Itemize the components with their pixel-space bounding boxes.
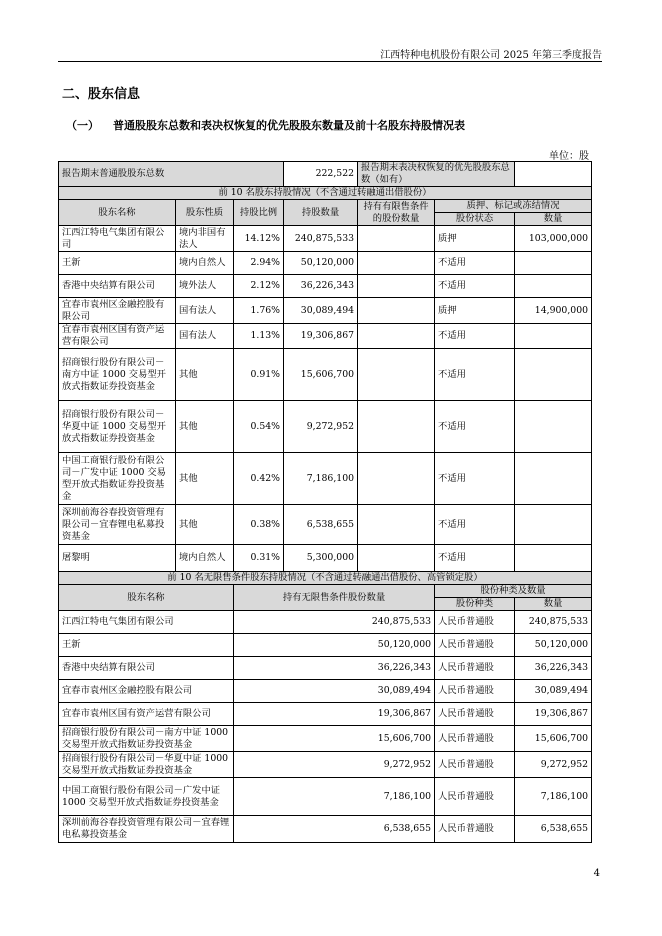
share-status: 不适用 <box>435 505 515 545</box>
unrestricted-count: 50,120,000 <box>234 634 435 657</box>
shareholder-name: 王新 <box>59 252 176 275</box>
shareholder-row <box>59 401 592 453</box>
restricted-shares <box>358 349 435 401</box>
share-kind: 人民币普通股 <box>435 634 515 657</box>
unrestricted-count: 9,272,952 <box>234 752 435 778</box>
unrestricted-count: 30,089,494 <box>234 680 435 703</box>
shareholder-nature: 其他 <box>176 453 234 505</box>
holding-ratio: 0.31% <box>234 545 284 572</box>
unrestricted-row <box>59 778 592 816</box>
share-kind: 人民币普通股 <box>435 726 515 752</box>
pledge-qty <box>515 453 592 505</box>
unrestricted-count: 15,606,700 <box>234 726 435 752</box>
unrestricted-row <box>59 752 592 778</box>
unrestricted-count: 6,538,655 <box>234 816 435 843</box>
shareholder-row <box>59 226 592 252</box>
unrestricted-holder-name: 王新 <box>59 634 234 657</box>
restricted-shares <box>358 545 435 572</box>
share-kind-qty: 6,538,655 <box>515 816 592 843</box>
share-kind: 人民币普通股 <box>435 816 515 843</box>
total-holders-value: 222,522 <box>284 162 358 187</box>
shareholder-row <box>59 545 592 572</box>
share-kind-qty: 9,272,952 <box>515 752 592 778</box>
share-status: 质押 <box>435 298 515 324</box>
holding-ratio: 0.38% <box>234 505 284 545</box>
total-holders-label: 报告期末普通股股东总数 <box>59 162 284 187</box>
holding-count: 5,300,000 <box>284 545 358 572</box>
shareholder-row <box>59 505 592 545</box>
shareholder-name: 中国工商银行股份有限公司－广发中证 1000 交易型开放式指数证券投资基金 <box>59 453 176 505</box>
share-kind: 人民币普通股 <box>435 703 515 726</box>
unrestricted-count: 19,306,867 <box>234 703 435 726</box>
col-header-kind-group: 股份种类及数量 <box>435 585 592 598</box>
summary-row <box>59 162 592 187</box>
unrestricted-holder-name: 香港中央结算有限公司 <box>59 657 234 680</box>
pledge-qty <box>515 349 592 401</box>
share-kind: 人民币普通股 <box>435 657 515 680</box>
holding-ratio: 0.91% <box>234 349 284 401</box>
share-kind-qty: 15,606,700 <box>515 726 592 752</box>
holding-ratio: 1.13% <box>234 324 284 349</box>
col-header-name: 股东名称 <box>59 200 176 226</box>
unrestricted-row <box>59 680 592 703</box>
shareholder-row <box>59 324 592 349</box>
subsection-number: （一） <box>66 119 99 132</box>
shareholder-nature: 境外法人 <box>176 275 234 298</box>
header-rule <box>58 61 602 62</box>
holding-count: 50,120,000 <box>284 252 358 275</box>
shareholder-row <box>59 453 592 505</box>
shareholder-table <box>58 161 592 843</box>
shareholder-name: 屠黎明 <box>59 545 176 572</box>
restricted-shares <box>358 324 435 349</box>
holding-count: 15,606,700 <box>284 349 358 401</box>
unrestricted-holder-name: 中国工商银行股份有限公司－广发中证 1000 交易型开放式指数证券投资基金 <box>59 778 234 816</box>
shareholder-nature: 其他 <box>176 505 234 545</box>
shareholder-name: 香港中央结算有限公司 <box>59 275 176 298</box>
restricted-shares <box>358 226 435 252</box>
unrestricted-row <box>59 634 592 657</box>
col-header-restricted: 持有有限售条件的股份数量 <box>358 200 435 226</box>
holding-ratio: 14.12% <box>234 226 284 252</box>
unrestricted-row <box>59 703 592 726</box>
share-kind-qty: 7,186,100 <box>515 778 592 816</box>
share-status: 不适用 <box>435 252 515 275</box>
unrestricted-holder-name: 招商银行股份有限公司－南方中证 1000 交易型开放式指数证券投资基金 <box>59 726 234 752</box>
subsection-text: 普通股股东总数和表决权恢复的优先股股东数量及前十名股东持股情况表 <box>113 119 465 132</box>
pref-holders-label: 报告期末表决权恢复的优先股股东总数（如有） <box>358 162 515 187</box>
top10-title: 前 10 名股东持股情况（不含通过转融通出借股份） <box>59 187 592 200</box>
unrestricted-holder-name: 招商银行股份有限公司－华夏中证 1000 交易型开放式指数证券投资基金 <box>59 752 234 778</box>
shareholder-nature: 境内自然人 <box>176 252 234 275</box>
holding-count: 30,089,494 <box>284 298 358 324</box>
share-kind-qty: 50,120,000 <box>515 634 592 657</box>
unrestricted-title: 前 10 名无限售条件股东持股情况（不含通过转融通出借股份、高管锁定股） <box>59 572 592 585</box>
unrestricted-header-row <box>59 585 592 598</box>
pledge-qty <box>515 505 592 545</box>
subsection-title <box>66 117 465 133</box>
shareholder-name: 宜春市袁州区金融控股有限公司 <box>59 298 176 324</box>
holding-count: 6,538,655 <box>284 505 358 545</box>
col-header-qty-2: 数量 <box>515 598 592 611</box>
pledge-qty <box>515 401 592 453</box>
shareholder-nature: 其他 <box>176 349 234 401</box>
col-header-status: 股份状态 <box>435 213 515 226</box>
holding-count: 7,186,100 <box>284 453 358 505</box>
unrestricted-holder-name: 江西江特电气集团有限公司 <box>59 611 234 634</box>
shareholder-name: 宜春市袁州区国有资产运营有限公司 <box>59 324 176 349</box>
unrestricted-holder-name: 宜春市袁州区金融控股有限公司 <box>59 680 234 703</box>
shareholder-row <box>59 298 592 324</box>
restricted-shares <box>358 252 435 275</box>
shareholder-nature: 国有法人 <box>176 298 234 324</box>
col-header-kind: 股份种类 <box>435 598 515 611</box>
col-header-ratio: 持股比例 <box>234 200 284 226</box>
pledge-qty: 14,900,000 <box>515 298 592 324</box>
unrestricted-row <box>59 611 592 634</box>
unrestricted-count: 7,186,100 <box>234 778 435 816</box>
shareholder-row <box>59 349 592 401</box>
section-title: 二、股东信息 <box>62 87 141 102</box>
shareholder-name: 深圳前海谷春投资管理有限公司－宜春锂电私募投资基金 <box>59 505 176 545</box>
shareholder-nature: 境内非国有法人 <box>176 226 234 252</box>
unrestricted-row <box>59 657 592 680</box>
top10-header-row <box>59 200 592 213</box>
running-header: 江西特种电机股份有限公司 2025 年第三季度报告 <box>380 50 602 61</box>
holding-ratio: 1.76% <box>234 298 284 324</box>
share-status: 不适用 <box>435 401 515 453</box>
holding-count: 9,272,952 <box>284 401 358 453</box>
col-header-unrestricted-count: 持有无限售条件股份数量 <box>234 585 435 611</box>
pref-holders-value <box>515 162 592 187</box>
pledge-qty <box>515 324 592 349</box>
restricted-shares <box>358 505 435 545</box>
share-kind: 人民币普通股 <box>435 778 515 816</box>
col-header-name-2: 股东名称 <box>59 585 234 611</box>
shareholder-name: 江西江特电气集团有限公司 <box>59 226 176 252</box>
shareholder-nature: 国有法人 <box>176 324 234 349</box>
restricted-shares <box>358 401 435 453</box>
holding-ratio: 0.42% <box>234 453 284 505</box>
shareholder-name: 招商银行股份有限公司－华夏中证 1000 交易型开放式指数证券投资基金 <box>59 401 176 453</box>
col-header-qty: 数量 <box>515 213 592 226</box>
share-kind-qty: 240,875,533 <box>515 611 592 634</box>
pledge-qty <box>515 252 592 275</box>
shareholder-row <box>59 252 592 275</box>
restricted-shares <box>358 453 435 505</box>
unrestricted-holder-name: 深圳前海谷春投资管理有限公司－宜春锂电私募投资基金 <box>59 816 234 843</box>
unrestricted-count: 36,226,343 <box>234 657 435 680</box>
holding-ratio: 0.54% <box>234 401 284 453</box>
col-header-nature: 股东性质 <box>176 200 234 226</box>
holding-count: 240,875,533 <box>284 226 358 252</box>
holding-count: 36,226,343 <box>284 275 358 298</box>
restricted-shares <box>358 298 435 324</box>
page-number: 4 <box>593 868 600 879</box>
col-header-count: 持股数量 <box>284 200 358 226</box>
shareholder-nature: 境内自然人 <box>176 545 234 572</box>
table-body <box>59 162 592 843</box>
pledge-qty <box>515 545 592 572</box>
share-status: 不适用 <box>435 349 515 401</box>
share-kind: 人民币普通股 <box>435 752 515 778</box>
shareholder-row <box>59 275 592 298</box>
holding-ratio: 2.94% <box>234 252 284 275</box>
share-kind-qty: 19,306,867 <box>515 703 592 726</box>
share-status: 不适用 <box>435 275 515 298</box>
unrestricted-holder-name: 宜春市袁州区国有资产运营有限公司 <box>59 703 234 726</box>
share-status: 不适用 <box>435 545 515 572</box>
unrestricted-title-row <box>59 572 592 585</box>
unrestricted-row <box>59 726 592 752</box>
restricted-shares <box>358 275 435 298</box>
shareholder-name: 招商银行股份有限公司－南方中证 1000 交易型开放式指数证券投资基金 <box>59 349 176 401</box>
unrestricted-count: 240,875,533 <box>234 611 435 634</box>
top10-title-row <box>59 187 592 200</box>
share-kind: 人民币普通股 <box>435 611 515 634</box>
share-status: 质押 <box>435 226 515 252</box>
unrestricted-row <box>59 816 592 843</box>
holding-count: 19,306,867 <box>284 324 358 349</box>
share-kind-qty: 36,226,343 <box>515 657 592 680</box>
pledge-qty <box>515 275 592 298</box>
share-kind: 人民币普通股 <box>435 680 515 703</box>
share-status: 不适用 <box>435 453 515 505</box>
shareholder-nature: 其他 <box>176 401 234 453</box>
share-kind-qty: 30,089,494 <box>515 680 592 703</box>
share-status: 不适用 <box>435 324 515 349</box>
pledge-qty: 103,000,000 <box>515 226 592 252</box>
col-header-pledge: 质押、标记或冻结情况 <box>435 200 592 213</box>
unit-label: 单位：股 <box>549 151 589 162</box>
holding-ratio: 2.12% <box>234 275 284 298</box>
